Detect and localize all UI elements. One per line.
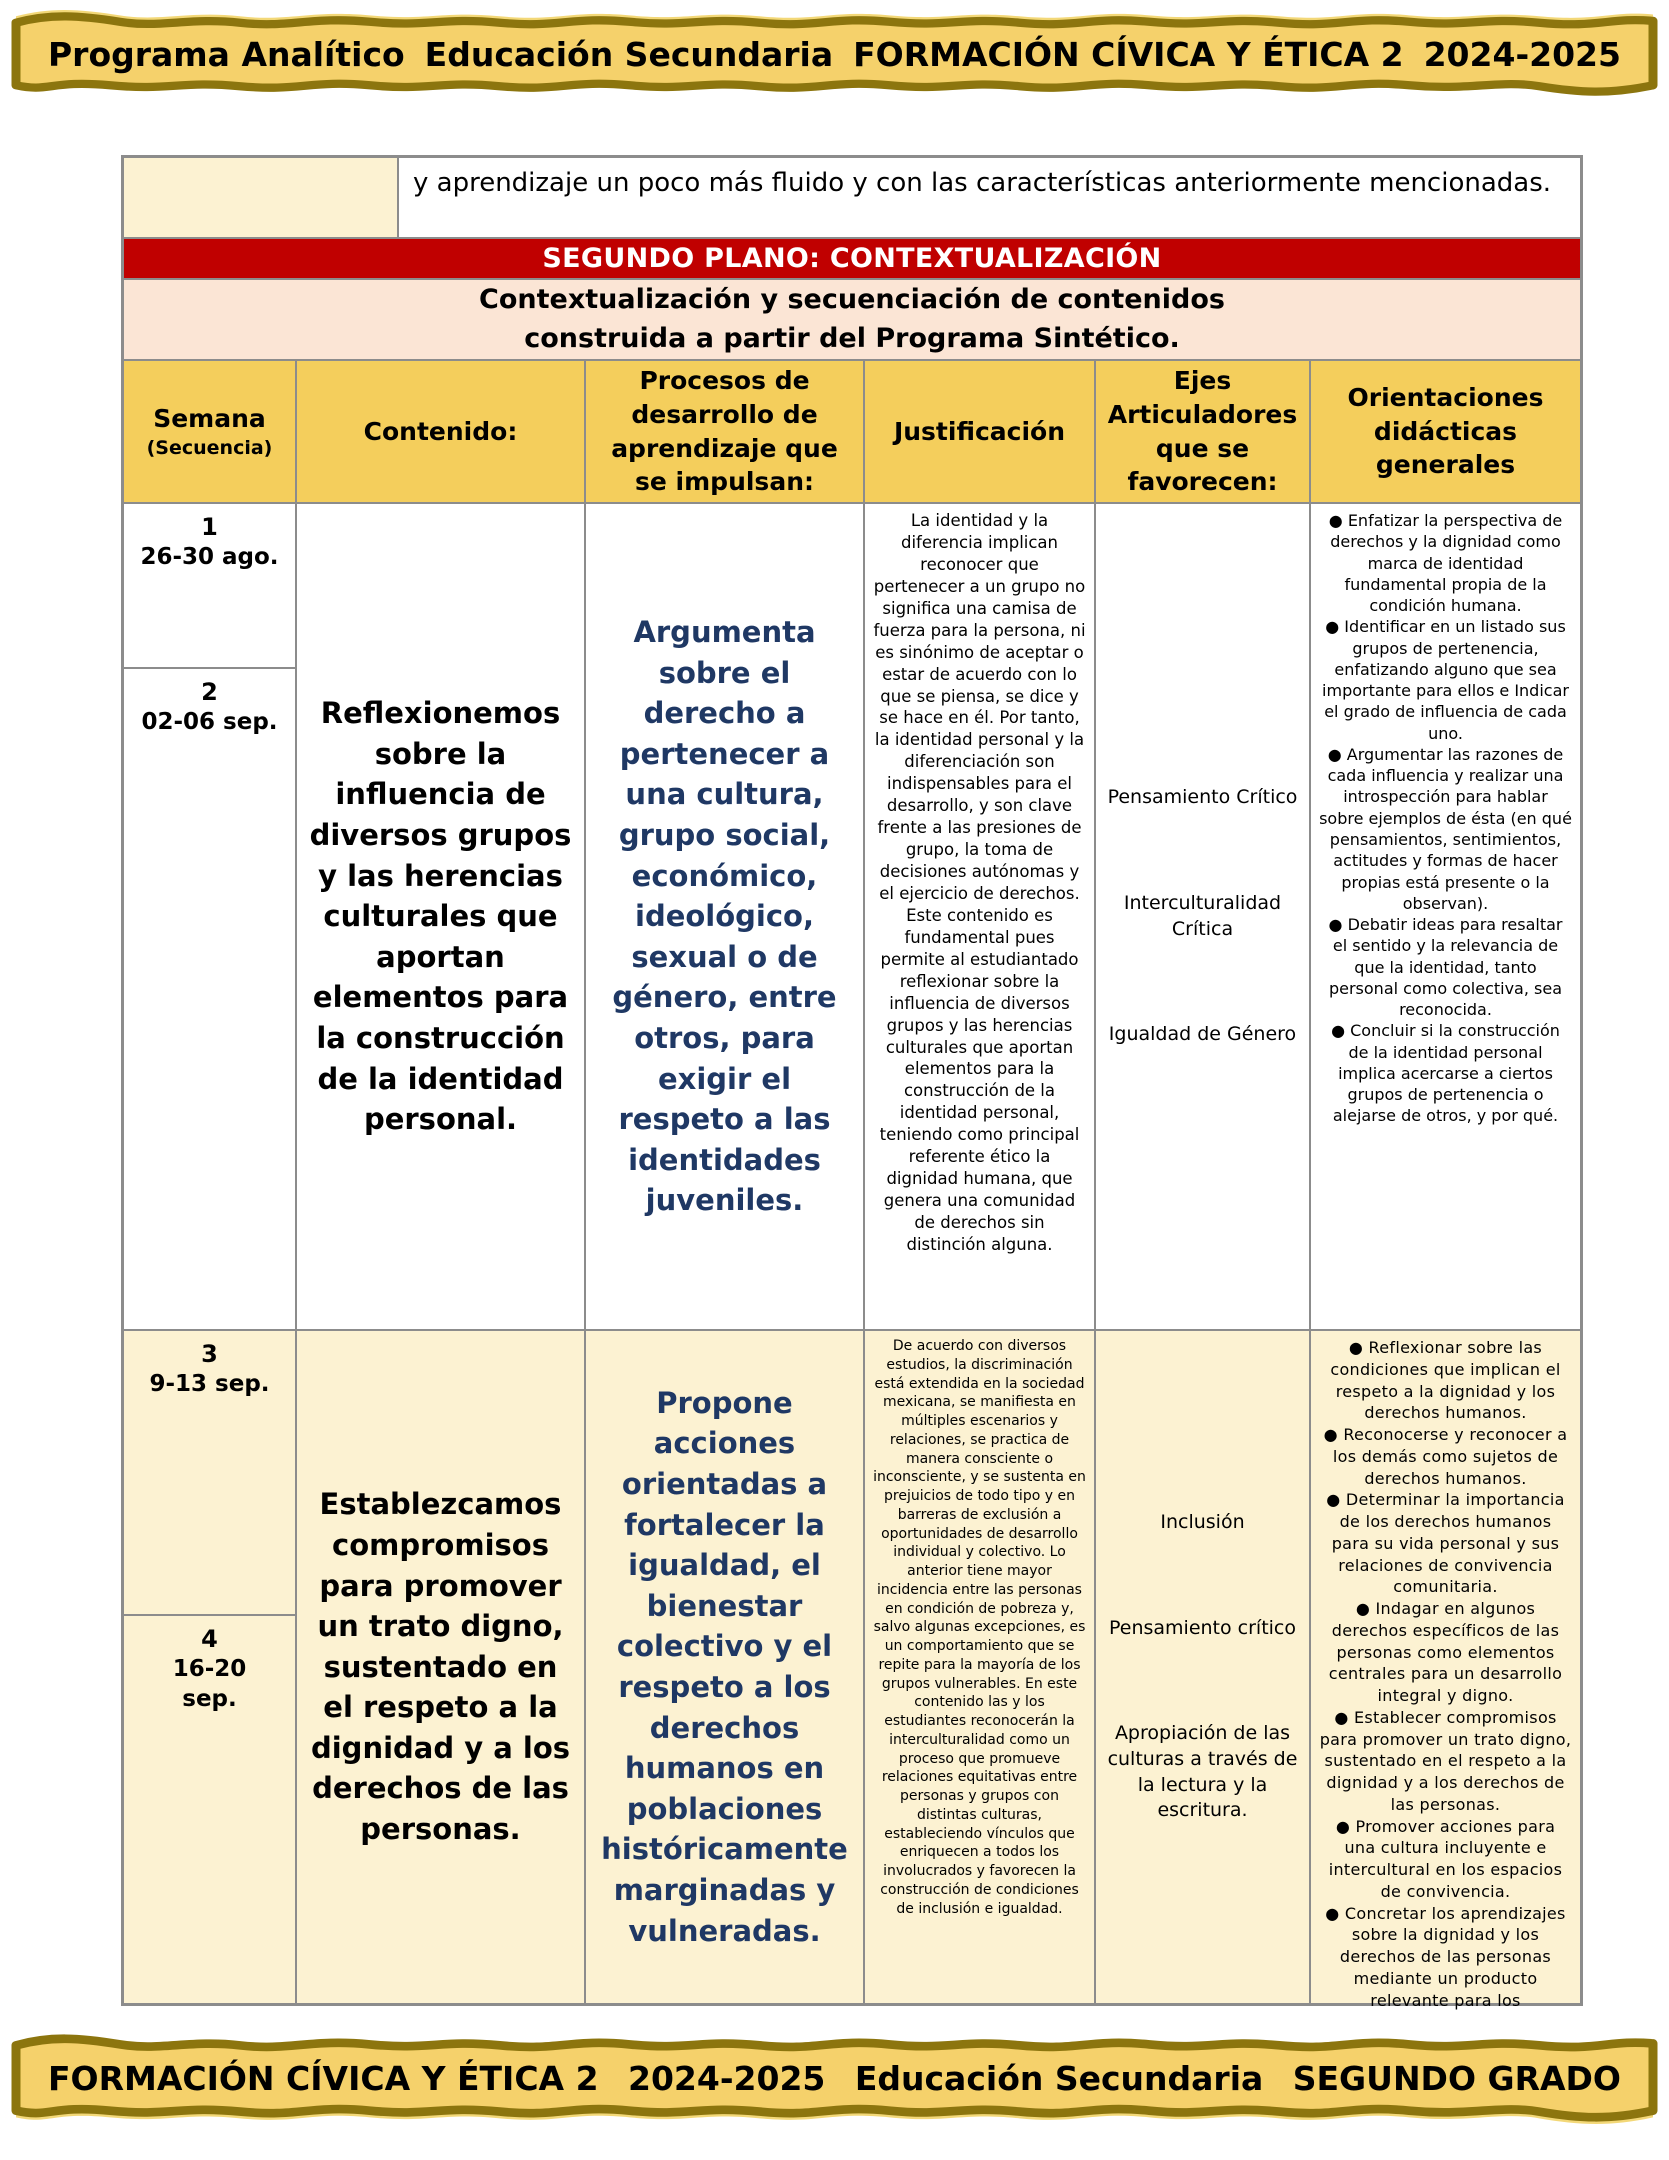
week-dates: 9-13 sep.: [149, 1371, 270, 1398]
header-ejes: Ejes Articuladores que se favorecen:: [1096, 361, 1311, 502]
justificacion-text: La identidad y la diferencia implican reconocer que pertenecer a un grupo no significa una camisa de fuerza para la persona, ni es sinónimo de aceptar o estar de acuerdo con lo que se piensa, se dice y se hace en él. Por tanto, la identidad personal y la diferenciación son indispensables para el desarrollo, y son clave frente a las presiones de grupo, la toma de decisiones autónomas y el ejercicio de derechos. Este contenido es fundamental pues permite al estudiantado reflexionar sobre la influencia de diversos grupos y las herencias culturales que aportan elementos para la construcción de la identidad personal, teniendo como principal referente ético la dignidad humana, que genera una comunidad de derechos sin distinción alguna.: [873, 511, 1086, 1254]
orientaciones-cell: [1311, 504, 1580, 1329]
header-procesos: Procesos de desarrollo de aprendizaje que se impulsan:: [586, 361, 865, 502]
eje-item: Igualdad de Género: [1108, 1023, 1297, 1046]
week-cell-1: [124, 504, 295, 669]
eje-item: Interculturalidad Crítica: [1123, 891, 1282, 940]
week-column: [124, 504, 297, 1329]
header-secuencia-label: (Secuencia): [146, 436, 273, 459]
header-orientaciones: Orientaciones didácticas generales: [1311, 361, 1580, 502]
table-row-weeks-1-2: [124, 504, 1580, 1331]
orientacion-bullet: ● Concluir si la construcción de la identidad personal implica acercarse a ciertos grupos de pertenencia o alejarse de otros, y por qué.: [1331, 1021, 1560, 1126]
week-dates: 26-30 ago.: [140, 544, 279, 571]
intro-text-cell: [399, 158, 1580, 237]
week-number: 1: [201, 513, 218, 541]
ejes-cell: [1096, 504, 1311, 1329]
orientaciones-cell: [1311, 1331, 1580, 2010]
header-semana-label: Semana: [153, 403, 266, 433]
orientacion-bullet: ● Argumentar las razones de cada influencia y realizar una introspección para hablar sobre ejemplos de ésta (en qué pensamientos, sentimientos, actitudes y formas de hacer propias está presente o la observan).: [1319, 744, 1572, 913]
eje-item: Apropiación de las culturas a través de la lectura y la escritura.: [1107, 1722, 1298, 1822]
bottom-banner: [10, 2030, 1659, 2126]
justificacion-text: De acuerdo con diversos estudios, la discriminación está extendida en la sociedad mexicana, se manifiesta en múltiples escenarios y relaciones, se practica de manera consciente o inconsciente, y se sustenta en prejuicios de todo tipo y en barreras de exclusión a oportunidades de desarrollo individual y colectivo. Lo anterior tiene mayor incidencia entre las personas en condición de pobreza y, salvo algunas excepciones, es un comportamiento que se repite para la mayoría de los grupos vulnerables. En este contenido las y los estudiantes reconocerán la interculturalidad como un proceso que promueve relaciones equitativas entre personas y grupos con distintas culturas, estableciendo vínculos que enriquecen a todos los involucrados y favorecen la construcción de condiciones de inclusión e igualdad.: [873, 1338, 1086, 1917]
procesos-cell: [586, 1331, 865, 2003]
orientacion-bullet: ● Reconocerse y reconocer a los demás como sujetos de derechos humanos.: [1323, 1425, 1568, 1488]
banner-item-level: Educación Secundaria: [854, 2058, 1264, 2098]
subtitle-line-1: Contextualización y secuenciación de contenidos: [479, 284, 1225, 316]
banner-item-program-type: Programa Analítico: [48, 34, 405, 74]
week-column: [124, 1331, 297, 2003]
contenido-cell: [297, 504, 586, 1329]
week-number: 2: [201, 678, 218, 706]
banner-item-level: Educación Secundaria: [424, 34, 834, 74]
header-semana: [124, 361, 297, 502]
week-cell-3: [124, 1331, 295, 1616]
eje-item: Pensamiento Crítico: [1107, 786, 1298, 809]
orientacion-bullet: ● Enfatizar la perspectiva de derechos y la dignidad como marca de identidad fundamental propia de la condición humana.: [1328, 511, 1563, 616]
procesos-text: Argumenta sobre el derecho a pertenecer a una cultura, grupo social, económico, ideológico, sexual o de género, entre otros, para exigir el respeto a las identidades juveniles.: [612, 615, 837, 1218]
procesos-cell: [586, 504, 865, 1329]
week-cell-2: [124, 669, 295, 1329]
orientacion-bullet: ● Indagar en algunos derechos específicos de las personas como elementos centrales para un desarrollo integral y digno.: [1328, 1599, 1563, 1705]
justificacion-cell: [865, 1331, 1096, 2003]
header-contenido: Contenido:: [297, 361, 586, 502]
orientacion-bullet: ● Determinar la importancia de los derechos humanos para su vida personal y sus relaciones de convivencia comunitaria.: [1326, 1490, 1565, 1597]
orientacion-bullet: ● Reflexionar sobre las condiciones que implican el respeto a la dignidad y los derechos humanos.: [1330, 1338, 1561, 1423]
orientacion-bullet: ● Identificar en un listado sus grupos de pertenencia, enfatizando alguno que sea importante para ellos e Indicar el grado de influencia de cada uno.: [1322, 617, 1569, 743]
banner-item-subject: FORMACIÓN CÍVICA Y ÉTICA 2: [853, 34, 1404, 74]
justificacion-cell: [865, 504, 1096, 1329]
week-number: 3: [201, 1340, 218, 1368]
contenido-cell: [297, 1331, 586, 2003]
intro-row: [124, 158, 1580, 239]
banner-item-grade: SEGUNDO GRADO: [1292, 2058, 1621, 2098]
procesos-text: Propone acciones orientadas a fortalecer la igualdad, el bienestar colectivo y el respeto a los derechos humanos en poblaciones históricamente marginadas y vulneradas.: [601, 1385, 848, 1948]
week-number: 4: [201, 1625, 218, 1653]
orientacion-bullet: ● Promover acciones para una cultura incluyente e intercultural en los espacios de convivencia.: [1328, 1816, 1563, 1901]
orientacion-bullet: ● Concretar los aprendizajes sobre la dignidad y los derechos de las personas mediante un producto relevante para los: [1325, 1903, 1566, 2010]
section-banner-row: [124, 239, 1580, 280]
intro-empty-cell: [124, 158, 399, 237]
week-cell-4: [124, 1616, 295, 2003]
intro-text: y aprendizaje un poco más fluido y con las características anteriormente mencionadas.: [413, 168, 1552, 198]
banner-item-cycle: 2024-2025: [627, 2058, 826, 2098]
contenido-text: Reflexionemos sobre la influencia de diversos grupos y las herencias culturales que aportan elementos para la construcción de la identidad personal.: [309, 696, 572, 1137]
week-dates: 02-06 sep.: [141, 709, 278, 736]
header-justificacion: Justificación: [865, 361, 1096, 502]
eje-item: Inclusión: [1160, 1511, 1245, 1534]
week-dates: 16-20 sep.: [172, 1656, 247, 1713]
contenido-text: Establezcamos compromisos para promover un trato digno, sustentado en el respeto a la dignidad y a los derechos de las personas.: [310, 1487, 571, 1847]
banner-item-subject: FORMACIÓN CÍVICA Y ÉTICA 2: [48, 2058, 599, 2098]
subtitle-row: [124, 280, 1580, 361]
orientacion-bullet: ● Establecer compromisos para promover un trato digno, sustentado en el respeto a la dignidad y a los derechos de las personas.: [1319, 1707, 1572, 1814]
eje-item: Pensamiento crítico: [1108, 1616, 1297, 1639]
top-banner: [10, 8, 1659, 100]
orientacion-bullet: ● Debatir ideas para resaltar el sentido y la relevancia de que la identidad, tanto personal como colectiva, sea reconocida.: [1328, 915, 1563, 1020]
section-banner-title: SEGUNDO PLANO: CONTEXTUALIZACIÓN: [542, 243, 1162, 274]
table-header-row: [124, 361, 1580, 504]
table-row-weeks-3-4: [124, 1331, 1580, 2010]
subtitle-line-2: construida a partir del Programa Sintético.: [524, 322, 1180, 354]
curriculum-table: [121, 155, 1583, 2010]
ejes-cell: [1096, 1331, 1311, 2003]
banner-item-cycle: 2024-2025: [1423, 34, 1621, 74]
